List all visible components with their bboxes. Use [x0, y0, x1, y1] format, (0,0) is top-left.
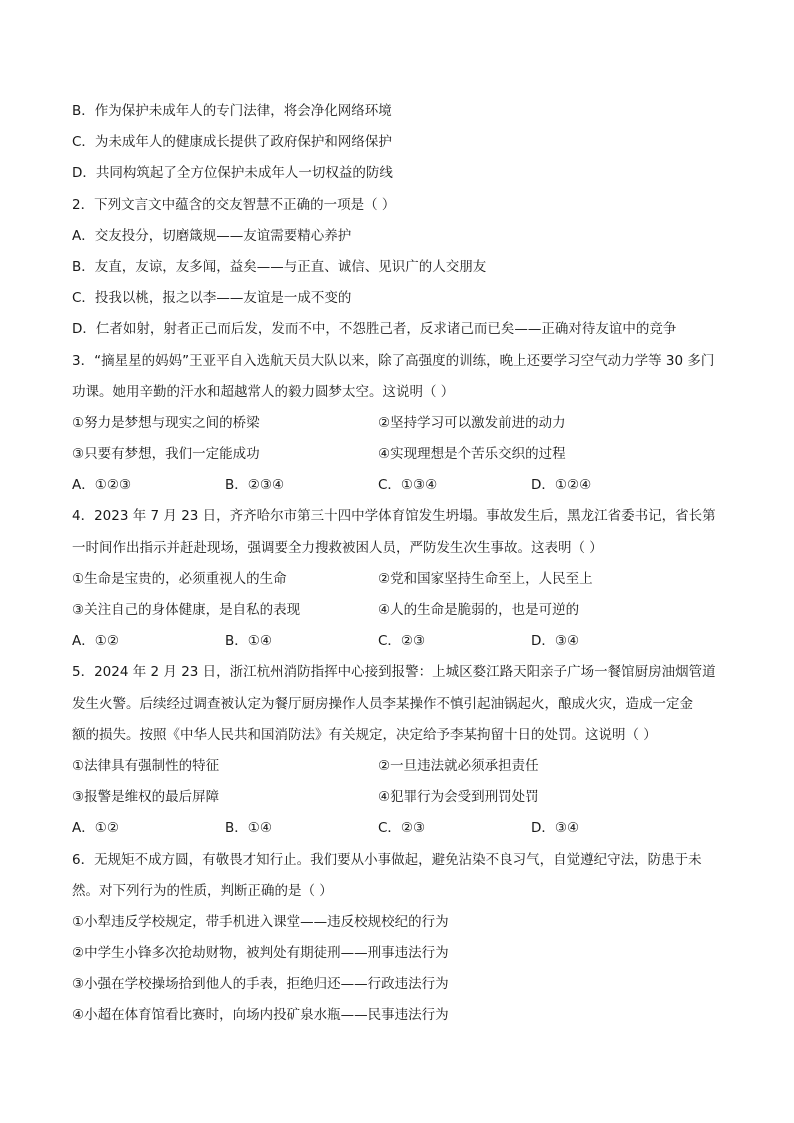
q5-choices — [72, 813, 732, 844]
q6-statement-1: ①小犁违反学校规定，带手机进入课堂——违反校规校纪的行为 — [72, 913, 449, 930]
q6-statement-4: ④小超在体育馆看比赛时，向场内投矿泉水瓶——民事违法行为 — [72, 1007, 449, 1024]
q1-option-d: D．共同构筑起了全方位保护未成年人一切权益的防线 — [72, 165, 393, 182]
q1-option-c: C．为未成年人的健康成长提供了政府保护和网络保护 — [72, 134, 392, 151]
q6-stem-line-2: 然。对下列行为的性质，判断正确的是（ ） — [72, 882, 333, 899]
q4-stem-line-2: 一时间作出指示并赶赴现场，强调要全力搜救被困人员，严防发生次生事故。这表明（ ） — [72, 539, 603, 556]
q5-statement-2: ②一旦违法就必须承担责任 — [378, 757, 539, 774]
q2-stem: 2．下列文言文中蕴含的交友智慧不正确的一项是（ ） — [72, 196, 396, 213]
q5-choice-b: B．①④ — [225, 820, 272, 837]
q5-statements-row-2 — [72, 782, 732, 813]
q4-statements-row-1 — [72, 564, 732, 595]
q4-statement-2: ②党和国家坚持生命至上，人民至上 — [378, 570, 593, 587]
q2-option-b: B．友直，友谅，友多闻，益矣——与正直、诚信、见识广的人交朋友 — [72, 258, 487, 275]
q3-stem-line-2: 功课。她用辛勤的汗水和超越常人的毅力圆梦太空。这说明（ ） — [72, 383, 455, 400]
q5-statement-3: ③报警是维权的最后屏障 — [72, 789, 220, 806]
q6-statement-3: ③小强在学校操场拾到他人的手表，拒绝归还——行政违法行为 — [72, 976, 449, 993]
q5-statement-4: ④犯罪行为会受到刑罚处罚 — [378, 789, 539, 806]
q4-choice-a: A．①② — [72, 633, 119, 650]
q5-stem-line-2: 发生火警。后续经过调查被认定为餐厅厨房操作人员李某操作不慎引起油锅起火，酿成火灾，造成一定金 — [72, 695, 693, 712]
q5-statements-row-1 — [72, 751, 732, 782]
q4-statement-1: ①生命是宝贵的，必须重视人的生命 — [72, 570, 287, 587]
q3-choice-d: D．①②④ — [531, 477, 592, 494]
q1-option-b: B．作为保护未成年人的专门法律，将会净化网络环境 — [72, 103, 392, 119]
q4-choice-c: C．②③ — [378, 633, 426, 650]
q3-statement-2: ②坚持学习可以激发前进的动力 — [378, 414, 566, 431]
exam-page — [72, 96, 732, 1032]
q6-stem-line-1: 6．无规矩不成方圆，有敬畏才知行止。我们要从小事做起，避免沾染不良习气，自觉遵纪守法，防患于未 — [72, 851, 702, 868]
q4-choice-b: B．①④ — [225, 633, 272, 650]
q4-statement-3: ③关注自己的身体健康，是自私的表现 — [72, 602, 301, 618]
q3-choices — [72, 470, 732, 501]
q5-statement-1: ①法律具有强制性的特征 — [72, 757, 220, 774]
q5-choice-d: D．③④ — [531, 820, 580, 837]
q3-stem-line-1: 3．“摘星星的妈妈”王亚平自入选航天员大队以来，除了高强度的训练，晚上还要学习空气动力学等 30 多门 — [72, 352, 715, 369]
q2-option-c: C．投我以桃，报之以李——友谊是一成不变的 — [72, 290, 352, 307]
q4-statements-row-2 — [72, 595, 732, 626]
q4-stem-line-1: 4．2023 年 7 月 23 日，齐齐哈尔市第三十四中学体育馆发生坍塌。事故发生后，黑龙江省委书记，省长第 — [72, 508, 716, 525]
q5-choice-a: A．①② — [72, 820, 119, 837]
q2-option-d: D．仁者如射，射者正己而后发，发而不中，不怨胜己者，反求诸己而已矣——正确对待友谊中的竞争 — [72, 321, 677, 338]
q6-statement-2: ②中学生小锋多次抢劫财物，被判处有期徒刑——刑事违法行为 — [72, 945, 449, 962]
q5-stem-line-1: 5．2024 年 2 月 23 日，浙江杭州消防指挥中心接到报警：上城区婺江路天阳亲子广场一餐馆厨房油烟管道 — [72, 664, 716, 681]
q3-statement-4: ④实现理想是个苦乐交织的过程 — [378, 446, 566, 463]
q3-choice-c: C．①③④ — [378, 477, 438, 494]
q5-choice-c: C．②③ — [378, 820, 426, 837]
q3-statement-3: ③只要有梦想，我们一定能成功 — [72, 446, 260, 463]
q3-statements-row-1 — [72, 408, 732, 439]
q3-choice-a: A．①②③ — [72, 477, 132, 494]
q2-option-a: A．交友投分，切磨箴规——友谊需要精心养护 — [72, 227, 352, 244]
q3-choice-b: B．②③④ — [225, 477, 285, 494]
q4-choice-d: D．③④ — [531, 633, 580, 650]
q5-stem-line-3: 额的损失。按照《中华人民共和国消防法》有关规定，决定给予李某拘留十日的处罚。这说明（ ） — [72, 726, 657, 743]
q4-choices — [72, 626, 732, 657]
q4-statement-4: ④人的生命是脆弱的，也是可逆的 — [378, 602, 580, 618]
q3-statements-row-2 — [72, 439, 732, 470]
q3-statement-1: ①努力是梦想与现实之间的桥梁 — [72, 414, 260, 431]
